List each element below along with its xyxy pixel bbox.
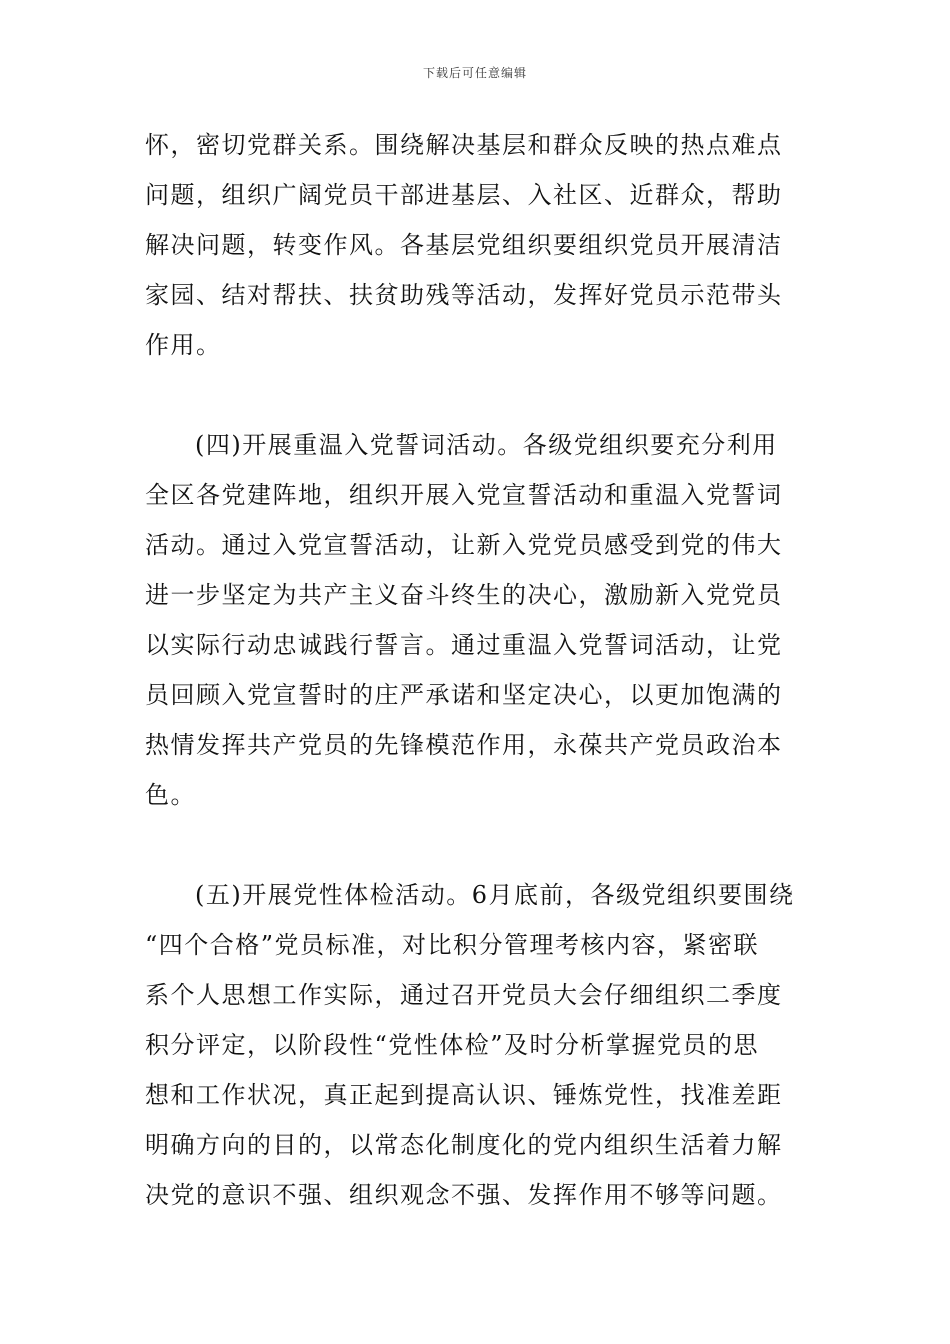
document-body <box>145 120 807 1220</box>
text-line: 想和工作状况，真正起到提高认识、锤炼党性，找准差距 <box>145 1081 783 1109</box>
text-line: “四个合格”党员标准，对比积分管理考核内容，紧密联 <box>145 931 760 959</box>
paragraph <box>145 120 807 370</box>
text-line: 进一步坚定为共产主义奋斗终生的决心，激励新入党党员 <box>145 581 783 609</box>
text-line: 活动。通过入党宣誓活动，让新入党党员感受到党的伟大 <box>145 531 783 559</box>
paragraph <box>145 420 807 820</box>
text-line: 决党的意识不强、组织观念不强、发挥作用不够等问题。 <box>145 1181 783 1209</box>
paragraph-spacer <box>145 820 807 870</box>
text-line: 家园、结对帮扶、扶贫助残等活动，发挥好党员示范带头 <box>145 281 783 309</box>
text-line: (四)开展重温入党誓词活动。各级党组织要充分利用 <box>195 431 778 459</box>
text-line: 热情发挥共产党员的先锋模范作用，永葆共产党员政治本 <box>145 731 783 759</box>
text-line: 作用。 <box>145 331 222 359</box>
text-line: 以实际行动忠诚践行誓言。通过重温入党誓词活动，让党 <box>145 631 783 659</box>
text-line: 色。 <box>145 781 196 809</box>
text-line: 系个人思想工作实际，通过召开党员大会仔细组织二季度 <box>145 981 783 1009</box>
text-line: 解决问题，转变作风。各基层党组织要组织党员开展清洁 <box>145 231 783 259</box>
text-line: 怀，密切党群关系。围绕解决基层和群众反映的热点难点 <box>145 131 783 159</box>
text-line: 明确方向的目的，以常态化制度化的党内组织生活着力解 <box>145 1131 783 1159</box>
paragraph <box>145 870 807 1220</box>
page-header-note: 下载后可任意编辑 <box>422 66 527 80</box>
text-line: 员回顾入党宣誓时的庄严承诺和坚定决心，以更加饱满的 <box>145 681 783 709</box>
text-line: 积分评定，以阶段性“党性体检”及时分析掌握党员的思 <box>145 1031 760 1059</box>
paragraph-spacer <box>145 370 807 420</box>
text-line: 问题，组织广阔党员干部进基层、入社区、近群众，帮助 <box>145 181 783 209</box>
text-line: 全区各党建阵地，组织开展入党宣誓活动和重温入党誓词 <box>145 481 783 509</box>
text-line: (五)开展党性体检活动。6月底前，各级党组织要围绕 <box>195 881 795 909</box>
